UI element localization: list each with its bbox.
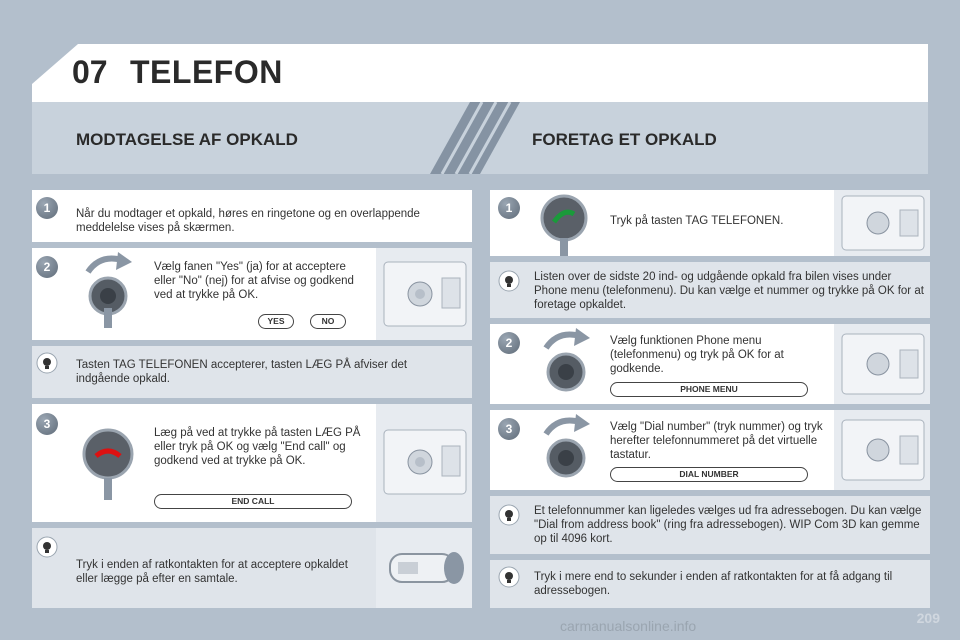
- rotary-knob-icon: [538, 326, 598, 402]
- right-step2-text: Vælg funktionen Phone menu (telefonmenu) og tryk på OK for at godkende.: [610, 335, 784, 375]
- dial-number-button[interactable]: DIAL NUMBER: [610, 467, 808, 482]
- chapter-number: 07: [72, 54, 108, 90]
- radio-panel-image: [834, 190, 930, 256]
- rotary-knob-icon: [538, 412, 598, 488]
- left-step1-text: Når du modtager et opkald, høres en ringetone og en overlappende meddelelse vises på skærmen.: [76, 208, 420, 234]
- radio-icon: [834, 410, 930, 490]
- left-step3-text: Læg på ved at trykke på tasten LÆG PÅ eller tryk på OK og vælg "End call" og godkend ved at trykke på OK.: [154, 427, 361, 467]
- left-section-title: MODTAGELSE AF OPKALD: [76, 130, 298, 149]
- step-badge: 3: [498, 418, 520, 440]
- radio-icon: [834, 324, 930, 404]
- step-badge: 2: [498, 332, 520, 354]
- rotary-knob-icon: [80, 250, 140, 330]
- radio-panel-image: [834, 324, 930, 404]
- chapter-title: TELEFON: [130, 54, 283, 90]
- left-step2-text: Vælg fanen "Yes" (ja) for at acceptere eller "No" (nej) for at afvise og godkend ved at trykke på OK.: [154, 261, 354, 301]
- right-tip1-text: Listen over de sidste 20 ind- og udgående opkald fra bilen vises under Phone menu (telefonmenu). Du kan vælge et nummer og trykke på OK for at foretage opkaldet.: [534, 271, 924, 311]
- header-stripes: [430, 102, 520, 174]
- lightbulb-icon: [498, 504, 520, 526]
- lightbulb-icon: [498, 566, 520, 588]
- lightbulb-icon: [36, 352, 58, 374]
- radio-icon: [376, 248, 472, 340]
- hang-up-button-icon: [80, 426, 136, 502]
- radio-icon: [834, 190, 930, 256]
- left-tip2-text: Tryk i enden af ratkontakten for at acceptere opkaldet eller lægge på efter en samtale.: [76, 559, 348, 585]
- no-button[interactable]: NO: [310, 314, 346, 329]
- call-button-icon: [536, 192, 592, 256]
- watermark: carmanualsonline.info: [560, 618, 697, 634]
- step-badge: 1: [36, 197, 58, 219]
- steering-stalk-icon: [376, 528, 472, 608]
- right-step1-text: Tryk på tasten TAG TELEFONEN.: [610, 215, 784, 227]
- phone-menu-button[interactable]: PHONE MENU: [610, 382, 808, 397]
- yes-button[interactable]: YES: [258, 314, 294, 329]
- radio-panel-image: [376, 248, 472, 340]
- page-number: 209: [916, 610, 940, 626]
- end-call-button[interactable]: END CALL: [154, 494, 352, 509]
- lightbulb-icon: [36, 536, 58, 558]
- radio-panel-image: [376, 404, 472, 522]
- steering-stalk-image: [376, 528, 472, 608]
- radio-panel-image: [834, 410, 930, 490]
- right-section-title: FORETAG ET OPKALD: [532, 130, 717, 149]
- right-tip2-text: Et telefonnummer kan ligeledes vælges ud fra adressebogen. Du kan vælge "Dial from address book" (ring fra adressebogen). WIP Com 3D kan gemme op til 4096 kort.: [534, 505, 922, 545]
- step-badge: 2: [36, 256, 58, 278]
- right-tip3-text: Tryk i mere end to sekunder i enden af ratkontakten for at få adgang til adressebogen.: [534, 571, 893, 597]
- lightbulb-icon: [498, 270, 520, 292]
- step-badge: 3: [36, 413, 58, 435]
- right-step3-text: Vælg "Dial number" (tryk nummer) og tryk herefter telefonnummeret på det virtuelle tastatur.: [610, 421, 823, 461]
- step-badge: 1: [498, 197, 520, 219]
- left-tip1-text: Tasten TAG TELEFONEN accepterer, tasten LÆG PÅ afviser det indgående opkald.: [76, 359, 408, 385]
- radio-icon: [376, 404, 472, 522]
